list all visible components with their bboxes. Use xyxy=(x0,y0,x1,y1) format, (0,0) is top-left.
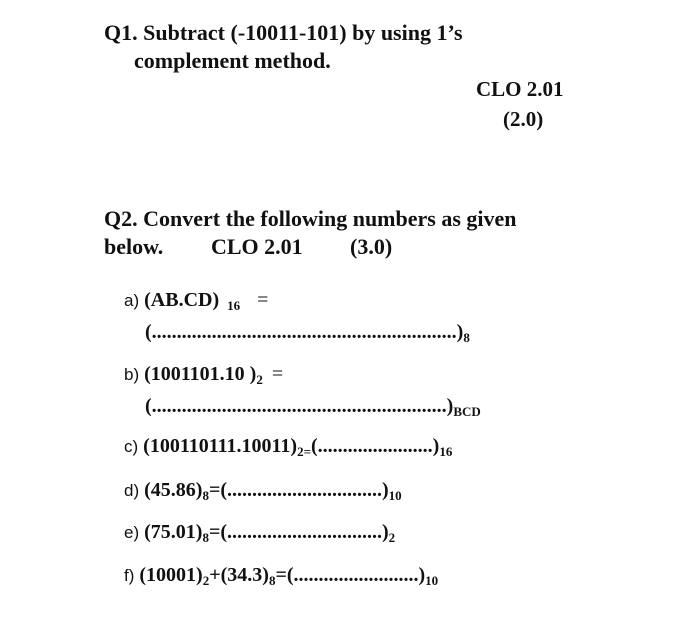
item-d-base: 8 xyxy=(202,488,209,503)
q1-clo: CLO 2.01 xyxy=(476,77,564,101)
item-b-eq: = xyxy=(271,363,284,385)
item-c-label: c) xyxy=(124,437,139,456)
item-f-label: f) xyxy=(124,566,135,585)
item-f xyxy=(124,563,438,588)
item-c-base: 2= xyxy=(297,444,311,459)
item-d-blank: =(...............................) xyxy=(208,479,389,501)
item-e-expr: (75.01) xyxy=(144,521,203,543)
item-a-ans-base: 8 xyxy=(463,330,470,345)
item-d xyxy=(124,478,402,503)
item-b-label: b) xyxy=(124,365,140,384)
item-f-base2: 8 xyxy=(268,573,276,588)
item-b-base: 2 xyxy=(256,372,263,387)
item-f-ans-base: 10 xyxy=(425,573,439,588)
item-c-expr: (100110111.10011) xyxy=(143,435,298,457)
item-e-blank: =(...............................) xyxy=(208,521,389,543)
item-f-blank: =(.........................) xyxy=(275,564,426,586)
q2-below: below. xyxy=(104,234,164,259)
item-f-expr: (10001) xyxy=(139,564,203,586)
item-e xyxy=(124,520,395,545)
item-c-blank: (.......................) xyxy=(311,435,440,457)
item-c-ans-base: 16 xyxy=(439,444,453,459)
item-a-answer xyxy=(145,320,470,344)
item-a-blank: (.............................................................) xyxy=(145,321,464,343)
q1-line1: Q1. Subtract (-10011-101) by using 1’s xyxy=(104,20,463,45)
item-a xyxy=(124,288,268,313)
item-b-blank: (...........................................................) xyxy=(145,395,454,417)
item-a-eq: = xyxy=(257,289,269,311)
q2-line1: Q2. Convert the following numbers as given xyxy=(104,206,517,231)
q2-marks: (3.0) xyxy=(350,234,393,259)
item-b xyxy=(124,362,283,387)
item-f-base: 2 xyxy=(202,573,210,588)
item-b-ans-base: BCD xyxy=(453,404,481,419)
item-c xyxy=(124,434,452,459)
item-f-expr2: +(34.3) xyxy=(209,564,269,586)
q2-clo: CLO 2.01 xyxy=(211,234,303,259)
q1-marks: (2.0) xyxy=(503,107,544,131)
item-e-base: 8 xyxy=(202,530,209,545)
item-d-expr: (45.86) xyxy=(144,479,203,501)
item-b-answer xyxy=(145,394,481,418)
item-d-ans-base: 10 xyxy=(388,488,402,503)
item-a-expr: (AB.CD) xyxy=(144,289,220,311)
item-a-base: 16 xyxy=(227,298,241,313)
item-d-label: d) xyxy=(124,481,140,500)
item-b-expr: (1001101.10 ) xyxy=(144,363,257,385)
item-a-label: a) xyxy=(124,291,140,310)
q1-line2: complement method. xyxy=(134,48,331,73)
item-e-label: e) xyxy=(124,523,140,542)
item-e-ans-base: 2 xyxy=(388,530,396,545)
